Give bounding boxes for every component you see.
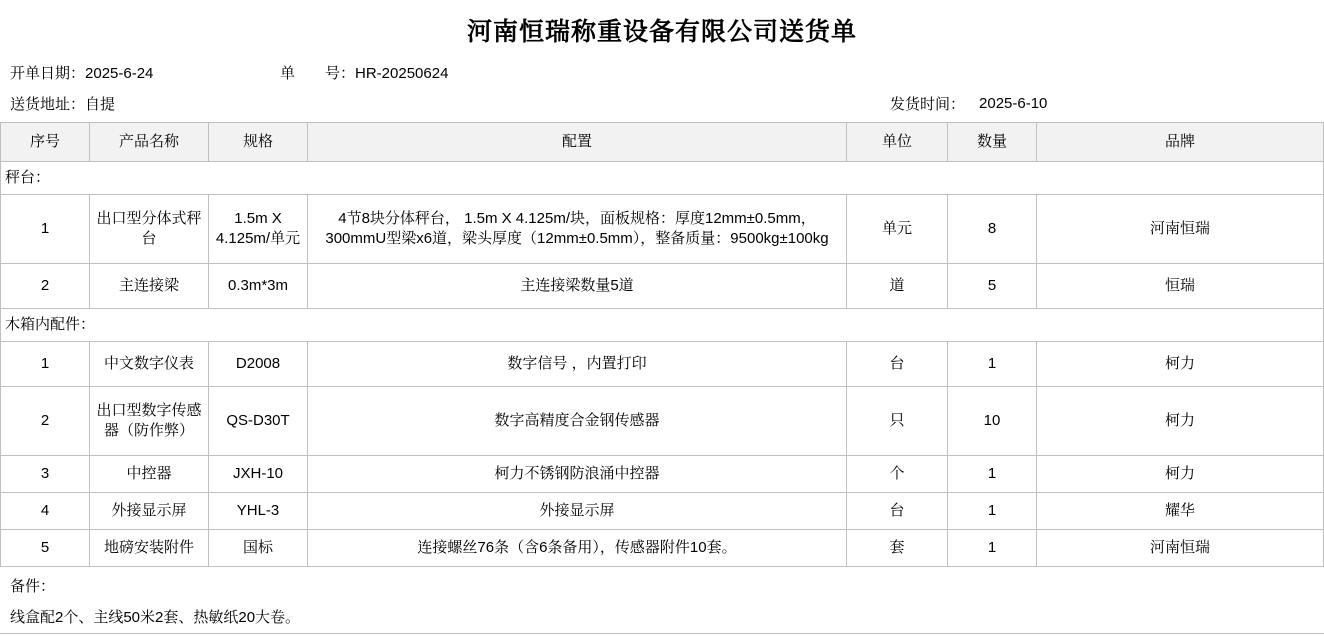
bottom-divider <box>0 633 1324 635</box>
cell-qty: 10 <box>948 387 1037 456</box>
cell-product-name: 出口型数字传感器（防作弊） <box>90 387 209 456</box>
cell-index: 1 <box>1 195 90 264</box>
delivery-address-value: 自提 <box>85 96 116 113</box>
page-title: 河南恒瑞称重设备有限公司送货单 <box>466 18 857 46</box>
cell-config: 数字信号 ，内置打印 <box>308 342 847 387</box>
cell-config: 主连接梁数量5道 <box>308 264 847 309</box>
cell-unit: 单元 <box>847 195 948 264</box>
header-index: 序号 <box>1 123 90 162</box>
cell-qty: 1 <box>948 493 1037 530</box>
table-header-row <box>1 123 1324 162</box>
cell-unit: 台 <box>847 493 948 530</box>
spare-parts-text: 线盒配2个、主线50米2套、热敏纸20大卷。 <box>10 609 301 626</box>
cell-unit: 道 <box>847 264 948 309</box>
cell-config: 数字高精度合金钢传感器 <box>308 387 847 456</box>
cell-product-name: 中控器 <box>90 456 209 493</box>
cell-spec: 1.5m X 4.125m/单元 <box>209 195 308 264</box>
ship-time-label: 发货时间： <box>890 96 966 113</box>
cell-brand: 恒瑞 <box>1037 264 1324 309</box>
issue-date <box>10 62 280 83</box>
header-product-name: 产品名称 <box>90 123 209 162</box>
cell-product-name: 外接显示屏 <box>90 493 209 530</box>
meta-row-address <box>0 87 1324 122</box>
cell-spec: D2008 <box>209 342 308 387</box>
table-row <box>1 493 1324 530</box>
cell-brand: 柯力 <box>1037 387 1324 456</box>
section-header-row-platform <box>1 162 1324 195</box>
cell-config: 外接显示屏 <box>308 493 847 530</box>
section-header-row-crate-parts <box>1 309 1324 342</box>
delivery-address-label: 送货地址： <box>10 96 86 113</box>
cell-index: 3 <box>1 456 90 493</box>
cell-unit: 套 <box>847 530 948 567</box>
cell-product-name: 中文数字仪表 <box>90 342 209 387</box>
order-no-label: 单 号： <box>280 65 356 82</box>
section-label-crate-parts: 木箱内配件： <box>1 309 1324 342</box>
header-config: 配置 <box>308 123 847 162</box>
cell-config: 4节8块分体秤台， 1.5m X 4.125m/块，面板规格：厚度12mm±0.5mm，300mmU型梁x6道，梁头厚度（12mm±0.5mm），整备质量：9500kg±100kg <box>308 195 847 264</box>
cell-product-name: 地磅安装附件 <box>90 530 209 567</box>
cell-qty: 8 <box>948 195 1037 264</box>
table-row <box>1 387 1324 456</box>
cell-unit: 只 <box>847 387 948 456</box>
header-brand: 品牌 <box>1037 123 1324 162</box>
delivery-address <box>10 93 890 114</box>
order-no <box>280 62 1324 83</box>
cell-config: 柯力不锈钢防浪涌中控器 <box>308 456 847 493</box>
cell-brand: 柯力 <box>1037 456 1324 493</box>
cell-brand: 河南恒瑞 <box>1037 530 1324 567</box>
cell-index: 1 <box>1 342 90 387</box>
cell-spec: 0.3m*3m <box>209 264 308 309</box>
table-row <box>1 195 1324 264</box>
cell-unit: 个 <box>847 456 948 493</box>
cell-product-name: 出口型分体式秤台 <box>90 195 209 264</box>
cell-brand: 柯力 <box>1037 342 1324 387</box>
cell-qty: 1 <box>948 342 1037 387</box>
cell-index: 5 <box>1 530 90 567</box>
cell-spec: YHL-3 <box>209 493 308 530</box>
table-row <box>1 342 1324 387</box>
items-table <box>0 122 1324 567</box>
cell-brand: 耀华 <box>1037 493 1324 530</box>
cell-index: 2 <box>1 264 90 309</box>
table-row <box>1 264 1324 309</box>
order-no-value: HR-20250624 <box>355 65 449 82</box>
ship-time-value: 2025-6-10 <box>979 95 1048 112</box>
cell-qty: 1 <box>948 456 1037 493</box>
issue-date-label: 开单日期： <box>10 65 86 82</box>
cell-qty: 5 <box>948 264 1037 309</box>
meta-row-date <box>0 58 1324 87</box>
cell-product-name: 主连接梁 <box>90 264 209 309</box>
table-row <box>1 456 1324 493</box>
cell-brand: 河南恒瑞 <box>1037 195 1324 264</box>
cell-spec: JXH-10 <box>209 456 308 493</box>
cell-spec: QS-D30T <box>209 387 308 456</box>
cell-config: 连接螺丝76条（含6条备用），传感器附件10套。 <box>308 530 847 567</box>
cell-unit: 台 <box>847 342 948 387</box>
cell-qty: 1 <box>948 530 1037 567</box>
cell-index: 4 <box>1 493 90 530</box>
issue-date-value: 2025-6-24 <box>85 65 154 82</box>
cell-index: 2 <box>1 387 90 456</box>
section-label-spares: 备件： <box>10 578 56 595</box>
header-qty: 数量 <box>948 123 1037 162</box>
section-label-platform: 秤台： <box>1 162 1324 195</box>
header-spec: 规格 <box>209 123 308 162</box>
cell-spec: 国标 <box>209 530 308 567</box>
table-row <box>1 530 1324 567</box>
header-unit: 单位 <box>847 123 948 162</box>
